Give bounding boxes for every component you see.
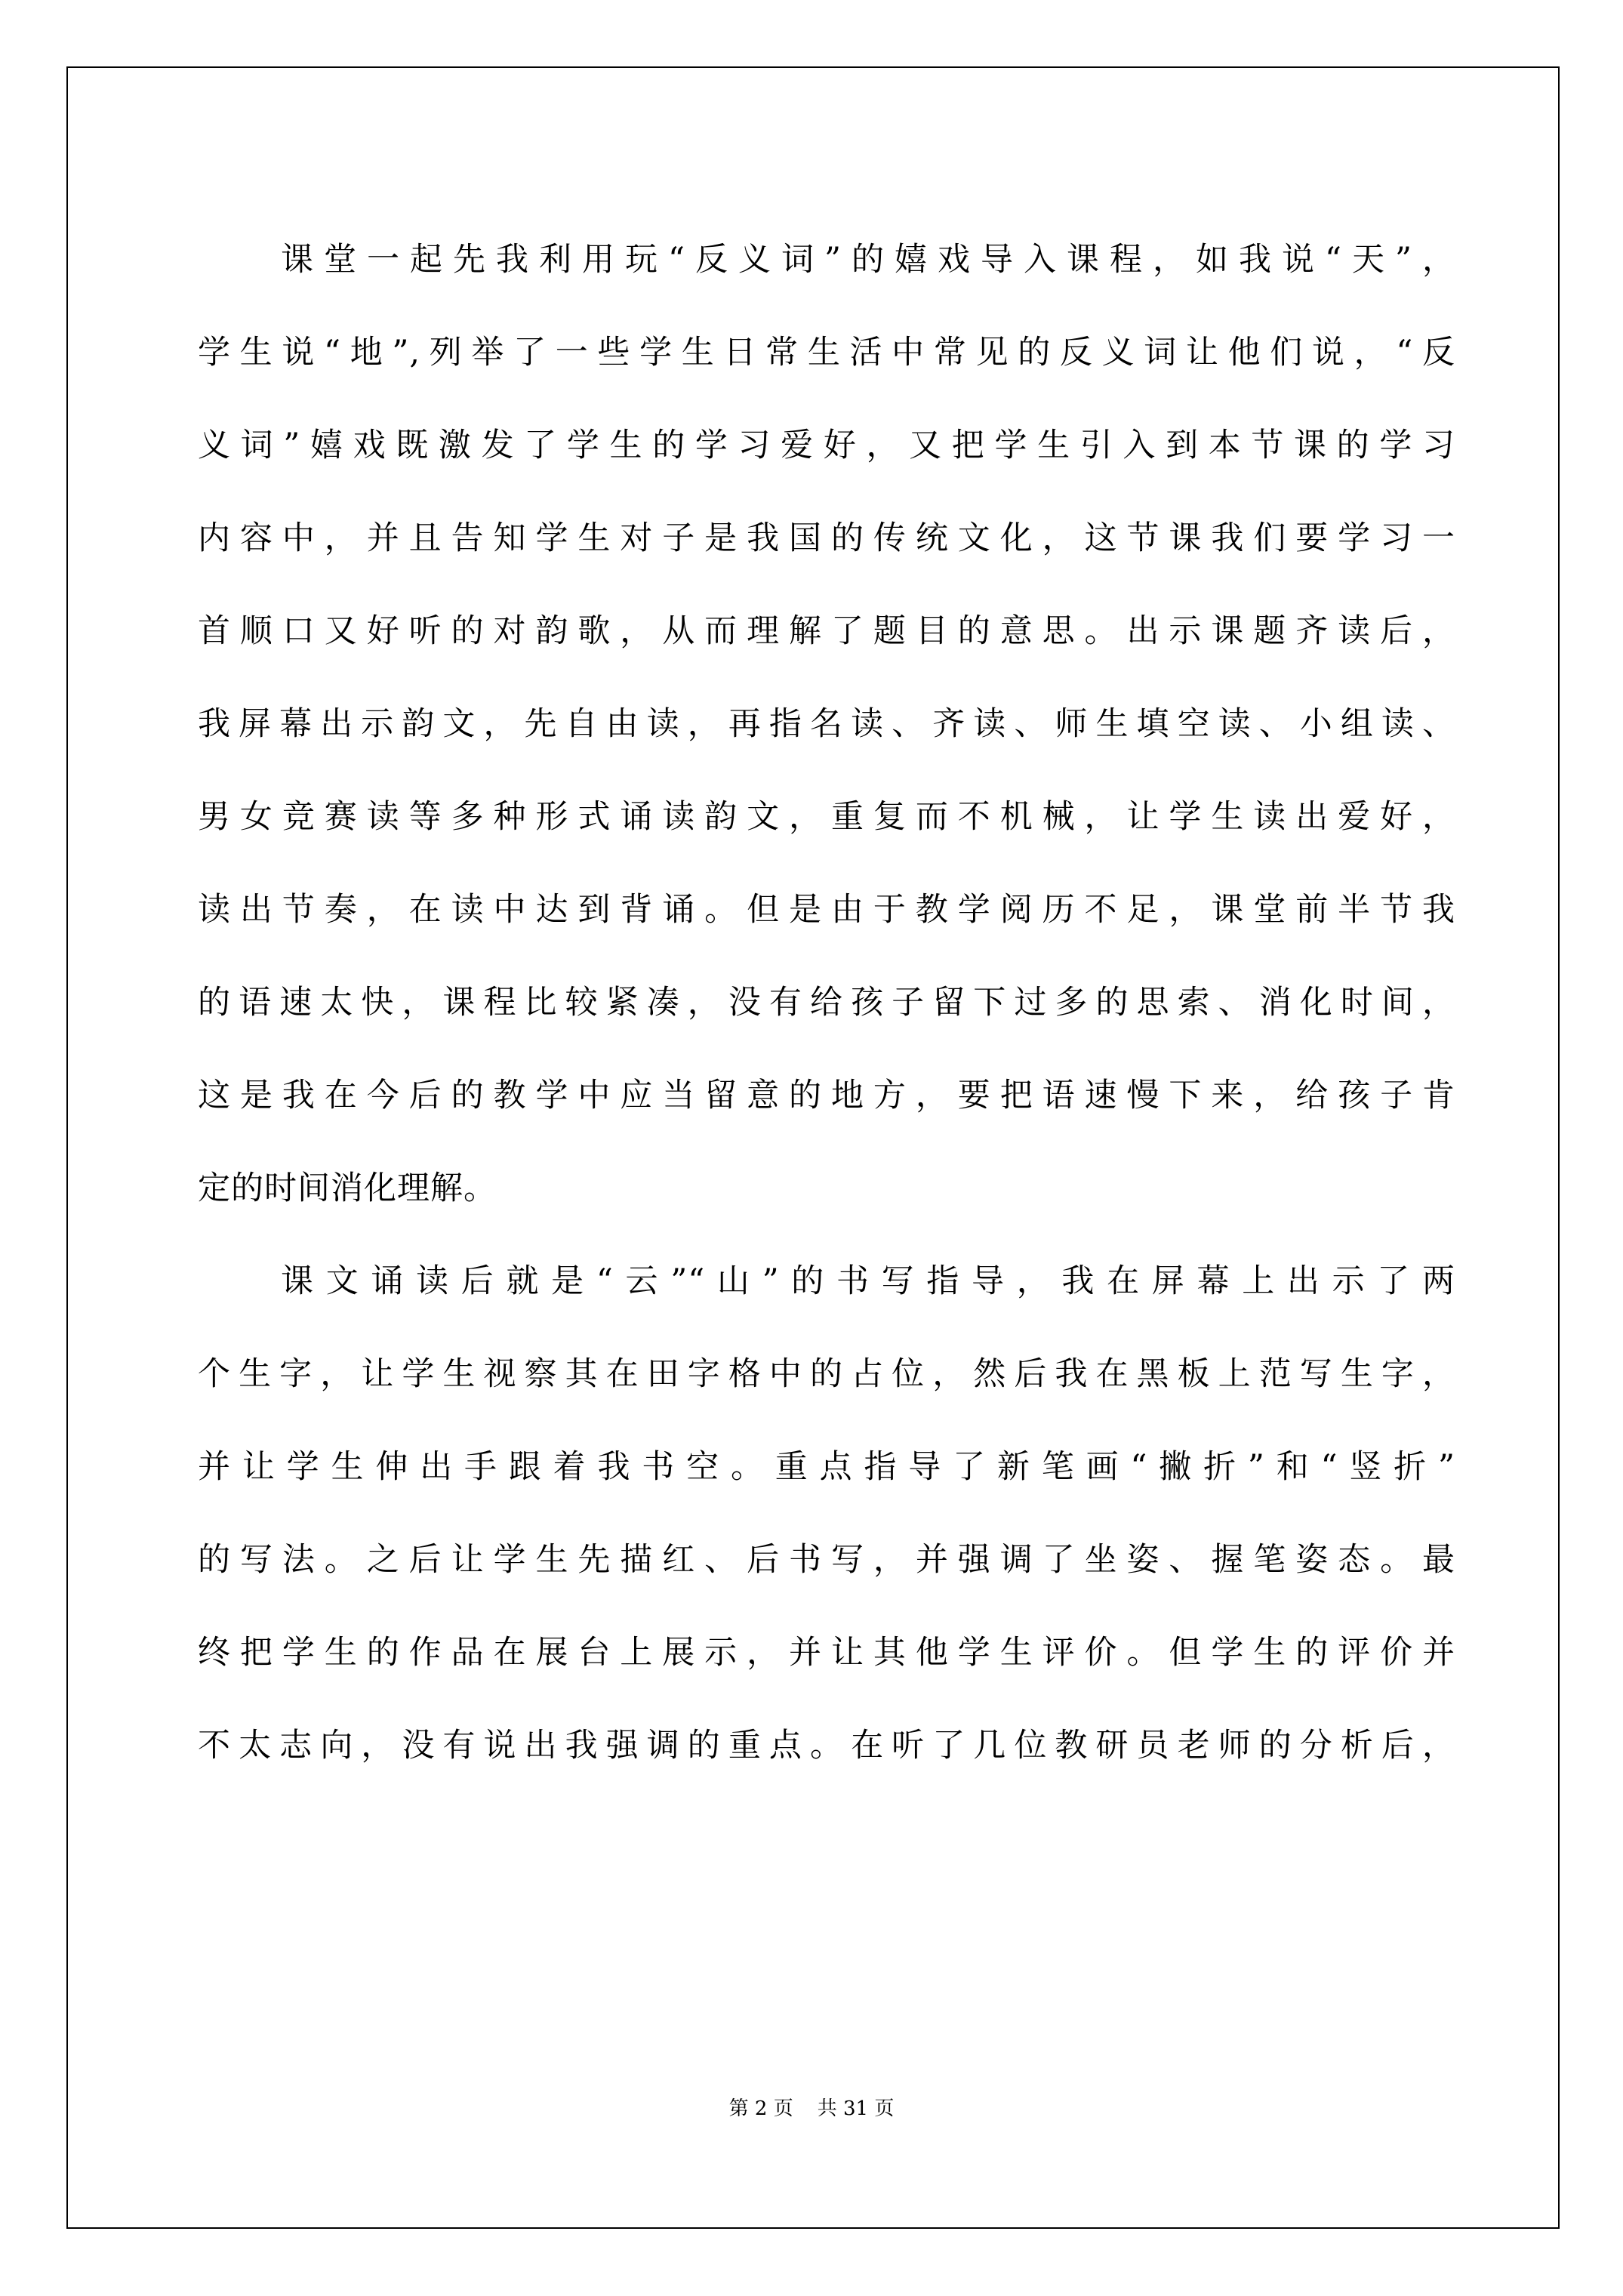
paragraph-1-line-1: 课堂一起先我利用玩“反义词”的嬉戏导入课程，如我说“天”， <box>281 241 1455 279</box>
paragraph-1-line-10: 这是我在今后的教学中应当留意的地方，要把语速慢下来，给孩子肯 <box>198 1077 1455 1114</box>
paragraph-1-line-11: 定的时间消化理解。 <box>198 1170 497 1207</box>
paragraph-1-line-3: 义词”嬉戏既激发了学生的学习爱好，又把学生引入到本节课的学习 <box>198 427 1455 464</box>
paragraph-2-line-3: 并让学生伸出手跟着我书空。重点指导了新笔画“撇折”和“竖折” <box>198 1448 1455 1486</box>
paragraph-2-line-5: 终把学生的作品在展台上展示，并让其他学生评价。但学生的评价并 <box>198 1634 1455 1672</box>
page-total: 共 31 页 <box>817 2097 895 2120</box>
paragraph-1-line-5: 首顺口又好听的对韵歌，从而理解了题目的意思。出示课题齐读后， <box>198 612 1455 650</box>
paragraph-1-line-7: 男女竞赛读等多种形式诵读韵文，重复而不机械，让学生读出爱好， <box>198 798 1455 836</box>
paragraph-1-line-4: 内容中，并且告知学生对子是我国的传统文化，这节课我们要学习一 <box>198 519 1455 557</box>
paragraph-1-line-6: 我屏幕出示韵文，先自由读，再指名读、齐读、师生填空读、小组读、 <box>198 705 1455 743</box>
paragraph-2-line-2: 个生字，让学生视察其在田字格中的占位，然后我在黑板上范写生字， <box>198 1355 1455 1393</box>
paragraph-2-line-1: 课文诵读后就是“云”“山”的书写指导，我在屏幕上出示了两 <box>281 1262 1455 1300</box>
paragraph-2-line-4: 的写法。之后让学生先描红、后书写，并强调了坐姿、握笔姿态。最 <box>198 1541 1455 1579</box>
document-body <box>198 214 1455 1792</box>
page-number: 第 2 页 <box>728 2097 793 2120</box>
paragraph-1-line-8: 读出节奏，在读中达到背诵。但是由于教学阅历不足，课堂前半节我 <box>198 891 1455 929</box>
paragraph-1-line-9: 的语速太快，课程比较紧凑，没有给孩子留下过多的思索、消化时间， <box>198 984 1455 1022</box>
paragraph-2-line-6: 不太志向，没有说出我强调的重点。在听了几位教研员老师的分析后， <box>198 1727 1455 1764</box>
paragraph-1-line-2: 学生说“地”,列举了一些学生日常生活中常见的反义词让他们说，“反 <box>198 334 1455 371</box>
page-footer <box>0 2093 1623 2121</box>
